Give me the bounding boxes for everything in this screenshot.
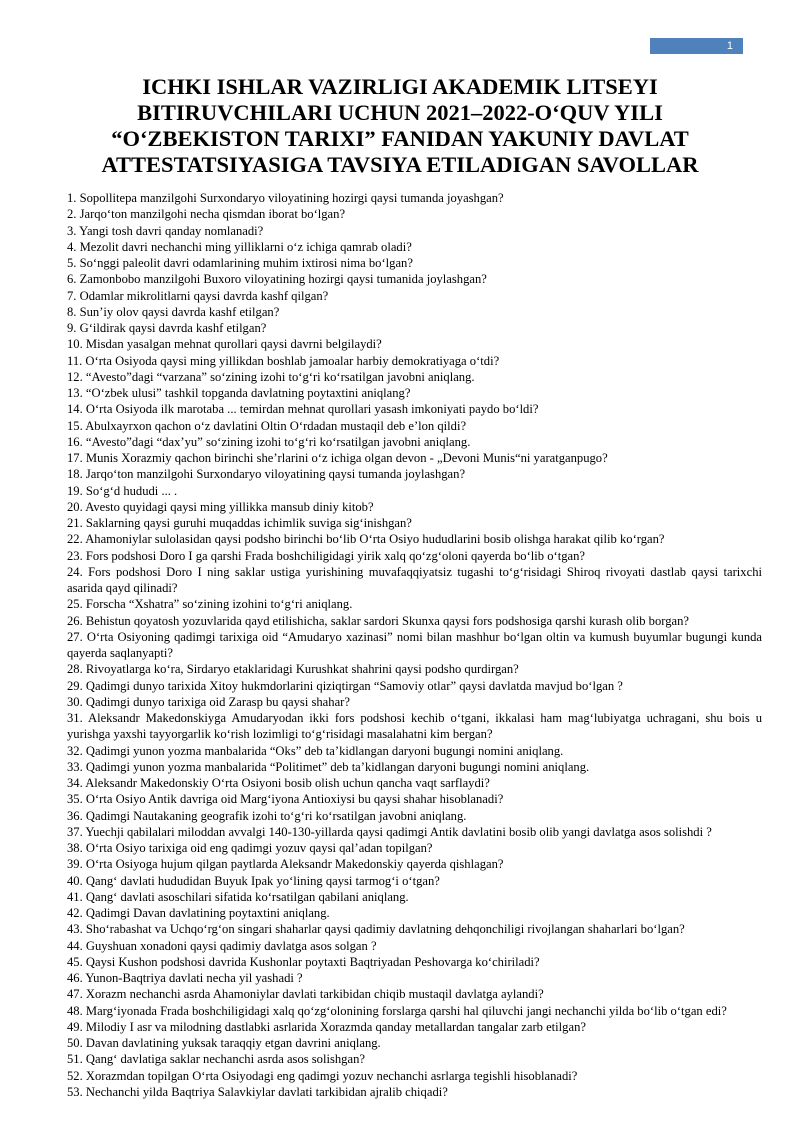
question-item: 11. O‘rta Osiyoda qaysi ming yillikdan boshlab jamoalar harbiy demokratiyaga o‘tdi? [67,353,500,368]
question-item: 53. Nechanchi yilda Baqtriya Salavkiylar davlati tarkibidan ajralib chiqadi? [67,1084,448,1099]
question-item: 2. Jarqo‘ton manzilgohi necha qismdan iborat bo‘lgan? [67,207,346,222]
question-item: 31. Aleksandr Makedonskiyga Amudaryodan ikki fors podshosi kechib o‘tgani, ikkalasi ham mag‘lubiyatga uchragani, shu bois u yurishga yaxshi tayyorgarlik ko‘rish lozimligi to‘g‘risidagi masalahatni kim bergan? [67,711,762,742]
question-item: 49. Milodiy I asr va milodning dastlabki asrlarida Xorazmda qanday metallardan tangalar zarb etilgan? [67,1019,586,1034]
question-item: 32. Qadimgi yunon yozma manbalarida “Oks” deb ta’kidlangan daryoni bugungi nomini aniqlang. [67,743,564,758]
question-item: 25. Forscha “Xshatra” so‘zining izohini to‘g‘ri aniqlang. [67,597,353,612]
question-item: 41. Qang‘ davlati asoschilari sifatida ko‘rsatilgan qabilani aniqlang. [67,889,409,904]
question-item: 15. Abulxayrxon qachon o‘z davlatini Oltin O‘rdadan mustaqil deb e’lon qildi? [67,418,467,433]
question-item: 19. So‘g‘d hududi ... . [67,483,178,498]
question-item: 9. G‘ildirak qaysi davrda kashf etilgan? [67,321,267,335]
question-item: 13. “O‘zbek ulusi” tashkil topganda davlatning poytaxtini aniqlang? [67,386,411,400]
question-item: 22. Ahamoniylar sulolasidan qaysi podsho birinchi bo‘lib O‘rta Osiyo hududlarini bosib olishga harakat qilib ko‘rgan? [67,532,665,547]
question-item: 42. Qadimgi Davan davlatining poytaxtini aniqlang. [67,906,330,920]
question-item: 50. Davan davlatining yuksak taraqqiy etgan davrini aniqlang. [67,1036,381,1050]
question-item: 28. Rivoyatlarga ko‘ra, Sirdaryo etaklaridagi Kurushkat shahrini qaysi podsho qurdirgan? [67,662,519,677]
question-list [67,190,762,1100]
question-item: 34. Aleksandr Makedonskiy O‘rta Osiyoni bosib olish uchun qancha vaqt sarflaydi? [67,776,490,790]
question-item: 16. “Avesto”dagi “dax’yu” so‘zining izohi to‘g‘ri ko‘rsatilgan javobni aniqlang. [67,434,471,449]
question-item: 17. Munis Xorazmiy qachon birinchi she’rlarini o‘z ichiga olgan devon - „Devoni Munis“ni yaratganpugo? [67,451,608,465]
question-item: 12. “Avesto”dagi “varzana” so‘zining izohi to‘g‘ri ko‘rsatilgan javobni aniqlang. [67,369,475,384]
question-item: 24. Fors podshosi Doro I ning saklar ustiga yurishining muvafaqqiyatsiz tugashi to‘g‘risidagi Shiroq rivoyati dastlab qaysi tarixchi asarida qayd qilinadi? [67,564,762,595]
question-item: 10. Misdan yasalgan mehnat qurollari qaysi davrni belgilaydi? [67,337,382,352]
question-item: 5. So‘nggi paleolit davri odamlarining muhim ixtirosi nima bo‘lgan? [67,256,413,270]
question-item: 26. Behistun qoyatosh yozuvlarida qayd etilishicha, saklar sardori Skunxa qaysi fors podshosiga qarshi kurash olib borgan? [67,613,689,628]
question-item: 48. Marg‘iyonada Frada boshchiligidagi xalq qo‘zg‘olonining forslarga qarshi hal qiluvchi jangi nechanchi yilda bo‘lib o‘tgan edi? [67,1003,727,1018]
question-item: 20. Avesto quyidagi qaysi ming yillikka mansub diniy kitob? [67,499,374,514]
question-item: 38. O‘rta Osiyo tarixiga oid eng qadimgi yozuv qaysi qal’adan topilgan? [67,841,433,855]
question-item: 4. Mezolit davri nechanchi ming yilliklarni o‘z ichiga qamrab oladi? [67,239,412,254]
question-item: 33. Qadimgi yunon yozma manbalarida “Politimet” deb ta’kidlangan daryoni bugungi nomini aniqlang. [67,759,590,774]
question-item: 43. Sho‘rabashat va Uchqo‘rg‘on singari shaharlar qaysi qadimiy davlatning dehqonchiligi rivojlangan shaharlari bo‘lgan? [67,922,685,937]
question-item: 29. Qadimgi dunyo tarixida Xitoy hukmdorlarini qiziqtirgan “Samoviy otlar” qaysi davlatda mavjud bo‘lgan ? [67,678,623,693]
question-item: 37. Yuechji qabilalari miloddan avvalgi 140-130-yillarda qaysi qadimgi Antik davlatini bosib olib yangi davlatga asos solishdi ? [67,824,712,839]
question-item: 27. O‘rta Osiyoning qadimgi tarixiga oid “Amudaryo xazinasi” nomi bilan mashhur bo‘lgan oltin va kumush buyumlar bugungi kunda qayerda saqlanyapti? [67,629,762,660]
question-item: 7. Odamlar mikrolitlarni qaysi davrda kashf qilgan? [67,288,329,303]
question-item: 21. Saklarning qaysi guruhi muqaddas ichimlik suviga sig‘inishgan? [67,516,412,530]
question-item: 1. Sopollitepa manzilgohi Surxondaryo viloyatining hozirgi qaysi tumanda joyashgan? [67,191,504,205]
question-item: 3. Yangi tosh davri qanday nomlanadi? [67,223,264,238]
document-title: ICHKI ISHLAR VAZIRLIGI AKADEMIK LITSEYI BITIRUVCHILARI UCHUN 2021–2022-O‘QUV YILI “O‘ZBEKISTON TARIXI” FANIDAN YAKUNIY DAVLAT ATTESTATSIYASIGA TAVSIYA ETILADIGAN SAVOLLAR [101,74,699,177]
question-item: 23. Fors podshosi Doro I ga qarshi Frada boshchiligidagi yirik xalq qo‘zg‘oloni qayerda bo‘lib o‘tgan? [67,548,585,563]
question-item: 6. Zamonbobo manzilgohi Buxoro viloyatining hozirgi qaysi tumanida joylashgan? [67,272,487,287]
question-item: 14. O‘rta Osiyoda ilk marotaba ... temirdan mehnat qurollari yasash imkoniyati paydo bo‘ldi? [67,402,539,417]
page-number-badge: 1 [650,38,743,54]
question-item: 36. Qadimgi Nautakaning geografik izohi to‘g‘ri ko‘rsatilgan javobni aniqlang. [67,808,467,823]
question-item: 30. Qadimgi dunyo tarixiga oid Zarasp bu qaysi shahar? [67,694,350,709]
question-item: 18. Jarqo‘ton manzilgohi Surxondaryo viloyatining qaysi tumanda joylashgan? [67,467,466,482]
question-item: 46. Yunon-Baqtriya davlati necha yil yashadi ? [67,971,303,985]
question-item: 35. O‘rta Osiyo Antik davriga oid Marg‘iyona Antioxiysi bu qaysi shahar hisoblanadi? [67,792,504,807]
question-item: 45. Qaysi Kushon podshosi davrida Kushonlar poytaxti Baqtriyadan Peshovarga ko‘chiriladi? [67,954,540,969]
question-item: 8. Sun’iy olov qaysi davrda kashf etilgan? [67,304,280,319]
question-item: 52. Xorazmdan topilgan O‘rta Osiyodagi eng qadimgi yozuv nechanchi asrlarga tegishli hisoblanadi? [67,1068,578,1083]
question-item: 44. Guyshuan xonadoni qaysi qadimiy davlatga asos solgan ? [67,938,377,953]
question-item: 40. Qang‘ davlati hududidan Buyuk Ipak yo‘lining qaysi tarmog‘i o‘tgan? [67,873,440,888]
question-item: 39. O‘rta Osiyoga hujum qilgan paytlarda Aleksandr Makedonskiy qayerda qishlagan? [67,857,504,872]
question-item: 47. Xorazm nechanchi asrda Ahamoniylar davlati tarkibidan chiqib mustaqil davlatga aylandi? [67,987,544,1002]
question-item: 51. Qang‘ davlatiga saklar nechanchi asrda asos solishgan? [67,1052,365,1067]
